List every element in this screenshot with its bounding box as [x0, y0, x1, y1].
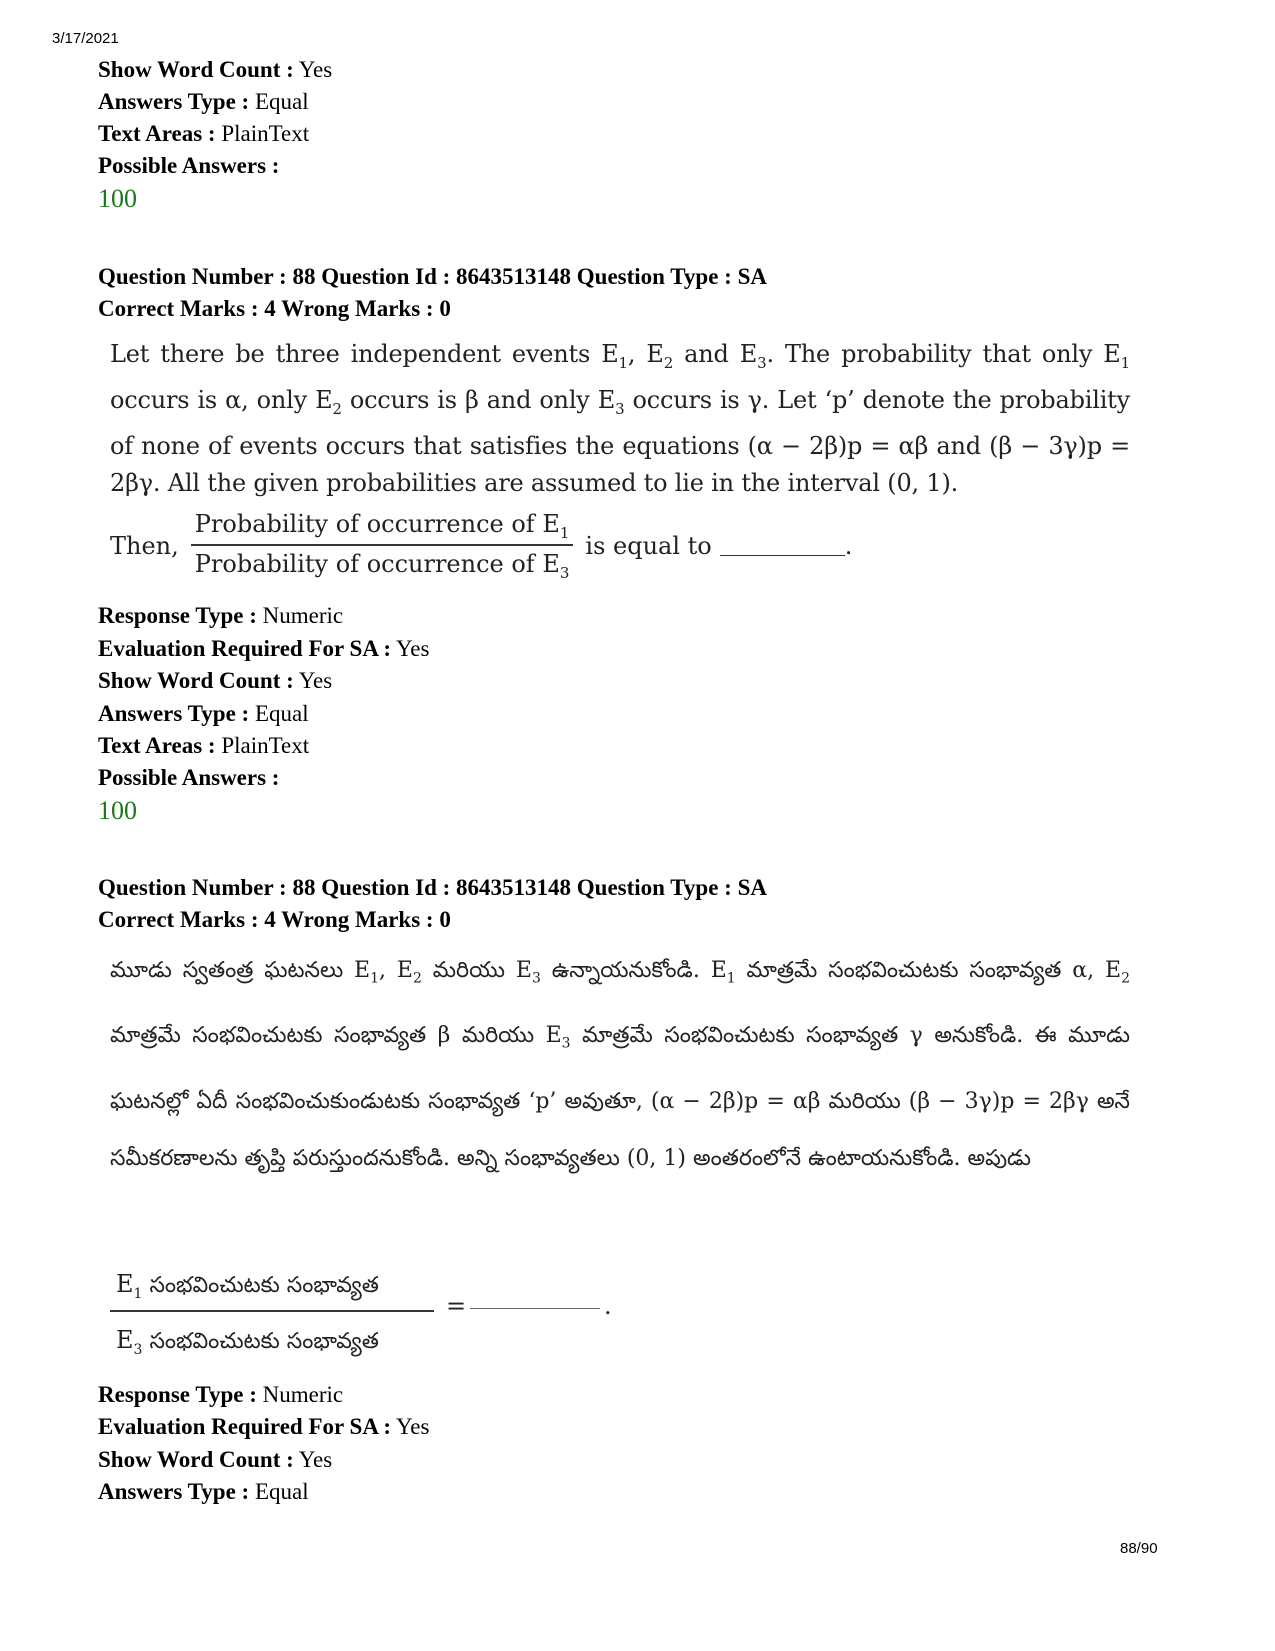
- answers-type-row: Answers Type : Equal: [98, 1479, 309, 1504]
- response-type-row: Response Type : Numeric: [98, 1382, 344, 1407]
- page-date: 3/17/2021: [52, 30, 119, 47]
- answers-type-row: Answers Type : Equal: [98, 701, 309, 726]
- show-word-count-row: Show Word Count : Yes: [98, 57, 333, 82]
- question-text-english: Let there be three independent events $E_1$, $E_2$ and $E_3$. The probability that only $E_1$ occurs is α, only $E_2$ occurs is β and only $E_3$ occurs is γ. Let ‘p’ denote the probability of none of events occurs that satisfies the equations (α − 2β)p = αβ and (β − 3γ)p = 2βγ. All the given probabilities are assumed to lie in the interval (0, 1).: [110, 340, 1130, 497]
- fraction-denominator: Probability of occurrence of $E_3$: [194, 549, 570, 582]
- equals-sign: =: [446, 1292, 467, 1320]
- response-type-row: Response Type : Numeric: [98, 603, 344, 628]
- evaluation-required-row: Evaluation Required For SA : Yes: [98, 636, 430, 661]
- text-areas-row: Text Areas : PlainText: [98, 733, 310, 758]
- question-marks: Correct Marks : 4 Wrong Marks : 0: [98, 907, 451, 932]
- text-areas-row: Text Areas : PlainText: [98, 121, 310, 146]
- evaluation-required-row: Evaluation Required For SA : Yes: [98, 1414, 430, 1439]
- possible-answers-label: Possible Answers :: [98, 765, 280, 790]
- probability-fraction: [191, 510, 574, 582]
- possible-answer-value: 100: [98, 796, 137, 825]
- fraction-expression-english: [110, 510, 852, 582]
- fraction-expression-telugu: [110, 1262, 630, 1372]
- end-dot: .: [844, 531, 853, 560]
- fraction-numerator: $E_1$ సంభవించుటకు సంభావ్యత: [116, 1270, 379, 1302]
- answer-blank: [720, 535, 845, 556]
- end-dot: .: [604, 1292, 612, 1320]
- answer-blank: [470, 1308, 600, 1309]
- possible-answer-value: 100: [98, 184, 137, 213]
- is-equal-to-text: is equal to: [585, 531, 712, 560]
- question-heading: Question Number : 88 Question Id : 8643513148 Question Type : SA: [98, 875, 767, 900]
- question-marks: Correct Marks : 4 Wrong Marks : 0: [98, 296, 451, 321]
- then-word: Then,: [110, 531, 179, 560]
- question-text-telugu: మూడు స్వతంత్ర ఘటనలు $E_1$, $E_2$ మరియు $E_3$ ఉన్నాయనుకోండి. $E_1$ మాత్రమే సంభవించుటకు సంభావ్యత α, $E_2$ మాత్రమే సంభవించుటకు సంభావ్యత β మరియు $E_3$ మాత్రమే సంభవించుటకు సంభావ్యత γ అనుకోండి. ఈ మూడు ఘటనల్లో ఏదీ సంభవించుకుండుటకు సంభావ్యత ‘p’ అవుతూ, (α − 2β)p = αβ మరియు (β − 3γ)p = 2βγ అనే సమీకరణాలను తృప్తి పరుస్తుందనుకోండి. అన్ని సంభావ్యతలు (0, 1) అంతరంలోనే ఉంటాయనుకోండి. అపుడు: [110, 958, 1131, 1171]
- possible-answers-label: Possible Answers :: [98, 153, 280, 178]
- fraction-numerator: Probability of occurrence of $E_1$: [191, 510, 574, 546]
- question-heading: Question Number : 88 Question Id : 8643513148 Question Type : SA: [98, 264, 767, 289]
- page-number: 88/90: [1120, 1540, 1158, 1557]
- show-word-count-row: Show Word Count : Yes: [98, 668, 333, 693]
- answers-type-row: Answers Type : Equal: [98, 89, 309, 114]
- fraction-bar: [110, 1310, 434, 1312]
- show-word-count-row: Show Word Count : Yes: [98, 1447, 333, 1472]
- fraction-denominator: $E_3$ సంభవించుటకు సంభావ్యత: [116, 1326, 379, 1358]
